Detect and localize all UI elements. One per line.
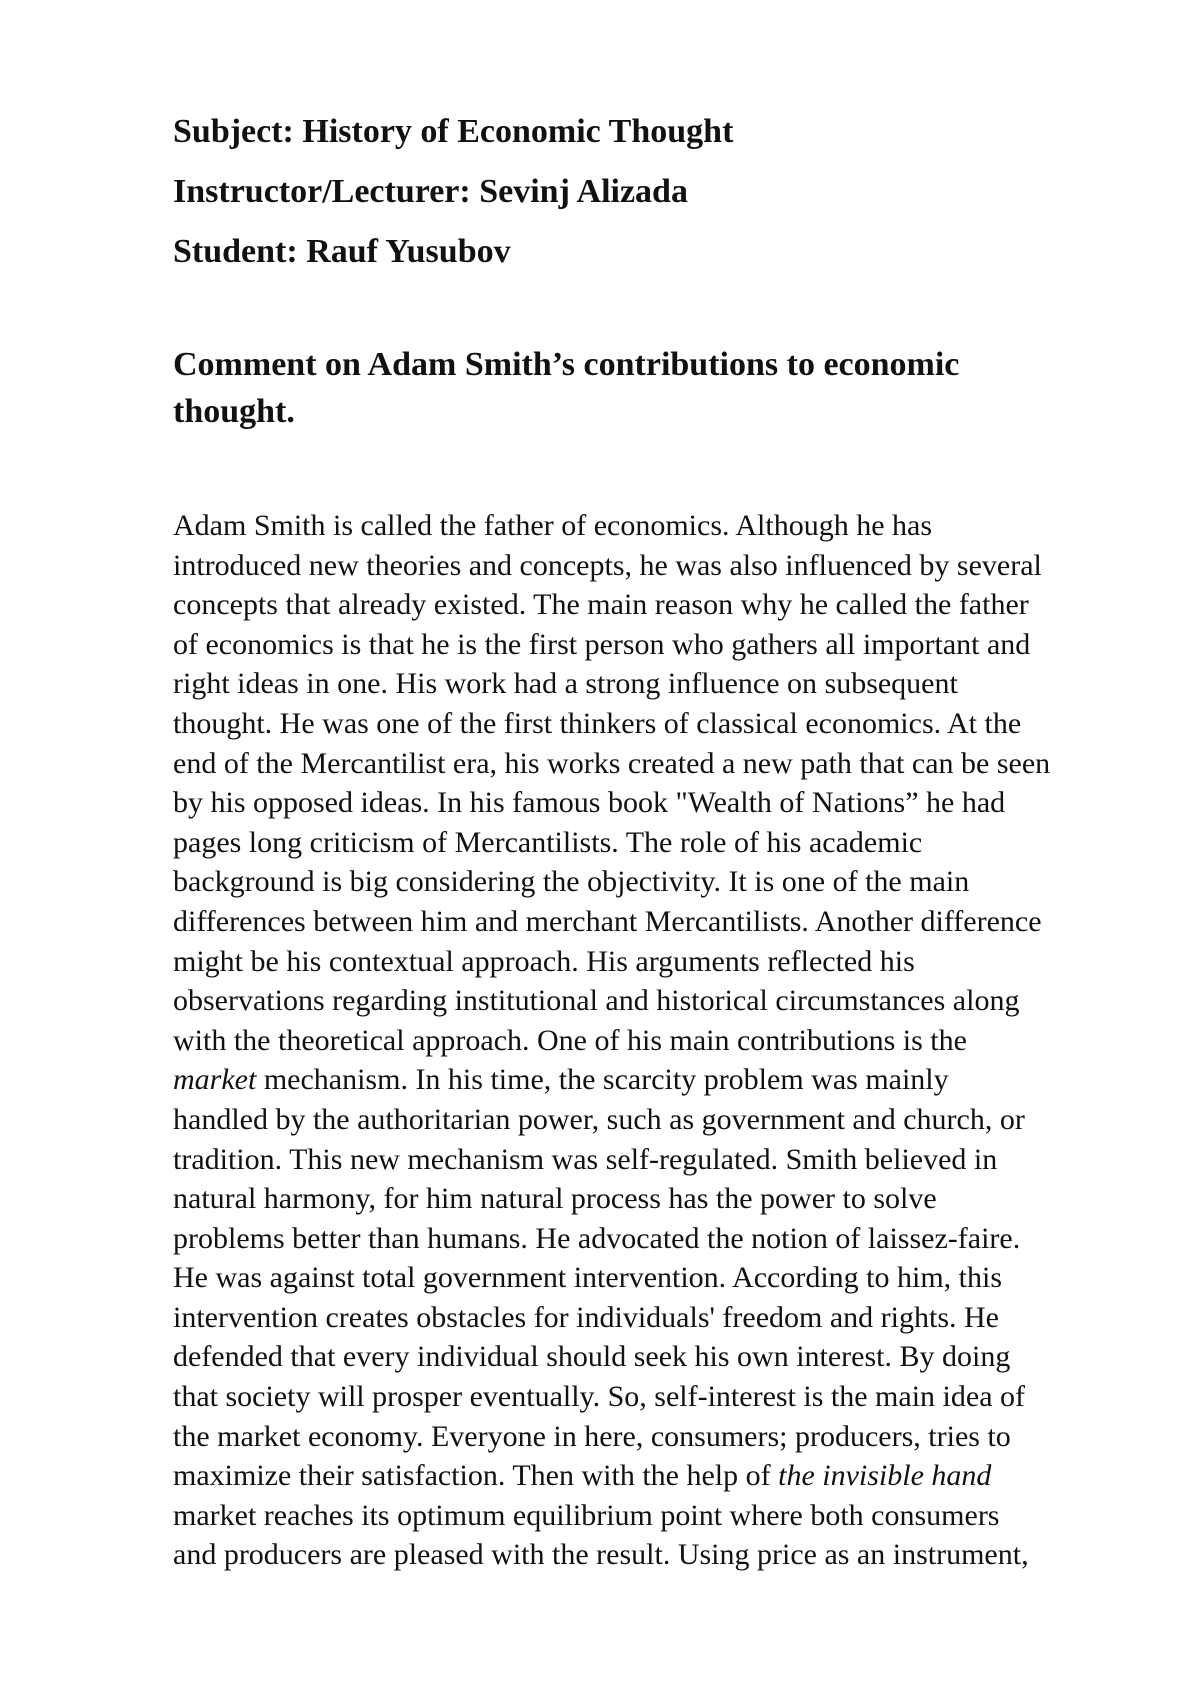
body-line: introduced new theories and concepts, he was also influenced by several bbox=[173, 548, 1042, 582]
body-line: handled by the authoritarian power, such as government and church, or bbox=[173, 1102, 1025, 1136]
body-line: He was against total government intervention. According to him, this bbox=[173, 1261, 1002, 1295]
instructor-line: Instructor/Lecturer: Sevinj Alizada bbox=[173, 173, 688, 210]
italic-term: market bbox=[173, 1063, 257, 1097]
body-line: problems better than humans. He advocated the notion of laissez-faire. bbox=[173, 1221, 1021, 1255]
body-line: that society will prosper eventually. So, self-interest is the main idea of bbox=[173, 1380, 1025, 1414]
body-line: and producers are pleased with the result. Using price as an instrument, bbox=[173, 1538, 1029, 1572]
student-line: Student: Rauf Yusubov bbox=[173, 233, 511, 270]
body-line: thought. He was one of the first thinkers of classical economics. At the bbox=[173, 706, 1022, 740]
body-line bbox=[173, 1060, 1133, 1100]
subject-line: Subject: History of Economic Thought bbox=[173, 113, 734, 150]
body-line: end of the Mercantilist era, his works created a new path that can be seen bbox=[173, 746, 1051, 780]
body-line: defended that every individual should seek his own interest. By doing bbox=[173, 1340, 1011, 1374]
body-line: pages long criticism of Mercantilists. The role of his academic bbox=[173, 825, 923, 859]
body-line: concepts that already existed. The main reason why he called the father bbox=[173, 588, 1029, 622]
body-text-segment: mechanism. In his time, the scarcity problem was mainly bbox=[256, 1063, 949, 1097]
italic-term: the invisible hand bbox=[778, 1459, 992, 1493]
essay-body bbox=[173, 506, 1133, 1575]
body-line: differences between him and merchant Mercantilists. Another difference bbox=[173, 904, 1042, 938]
body-line: right ideas in one. His work had a strong influence on subsequent bbox=[173, 667, 958, 701]
body-text-segment: maximize their satisfaction. Then with the help of bbox=[173, 1459, 779, 1493]
body-line: with the theoretical approach. One of his main contributions is the bbox=[173, 1023, 967, 1057]
body-line: market reaches its optimum equilibrium point where both consumers bbox=[173, 1498, 1000, 1532]
body-line: Adam Smith is called the father of economics. Although he has bbox=[173, 509, 932, 542]
body-line: natural harmony, for him natural process has the power to solve bbox=[173, 1182, 937, 1216]
body-line: the market economy. Everyone in here, consumers; producers, tries to bbox=[173, 1419, 1011, 1453]
body-line: tradition. This new mechanism was self-regulated. Smith believed in bbox=[173, 1142, 998, 1176]
body-line bbox=[173, 1456, 1133, 1496]
document-header bbox=[173, 112, 1073, 292]
body-line: intervention creates obstacles for individuals' freedom and rights. He bbox=[173, 1300, 999, 1334]
body-line: observations regarding institutional and historical circumstances along bbox=[173, 984, 1020, 1018]
body-line: might be his contextual approach. His arguments reflected his bbox=[173, 944, 915, 978]
body-line: of economics is that he is the first person who gathers all important and bbox=[173, 627, 1031, 661]
body-line: background is big considering the objectivity. It is one of the main bbox=[173, 865, 970, 899]
body-line: by his opposed ideas. In his famous book "Wealth of Nations” he had bbox=[173, 786, 1006, 820]
essay-title: Comment on Adam Smith’s contributions to economic thought. bbox=[173, 346, 960, 430]
